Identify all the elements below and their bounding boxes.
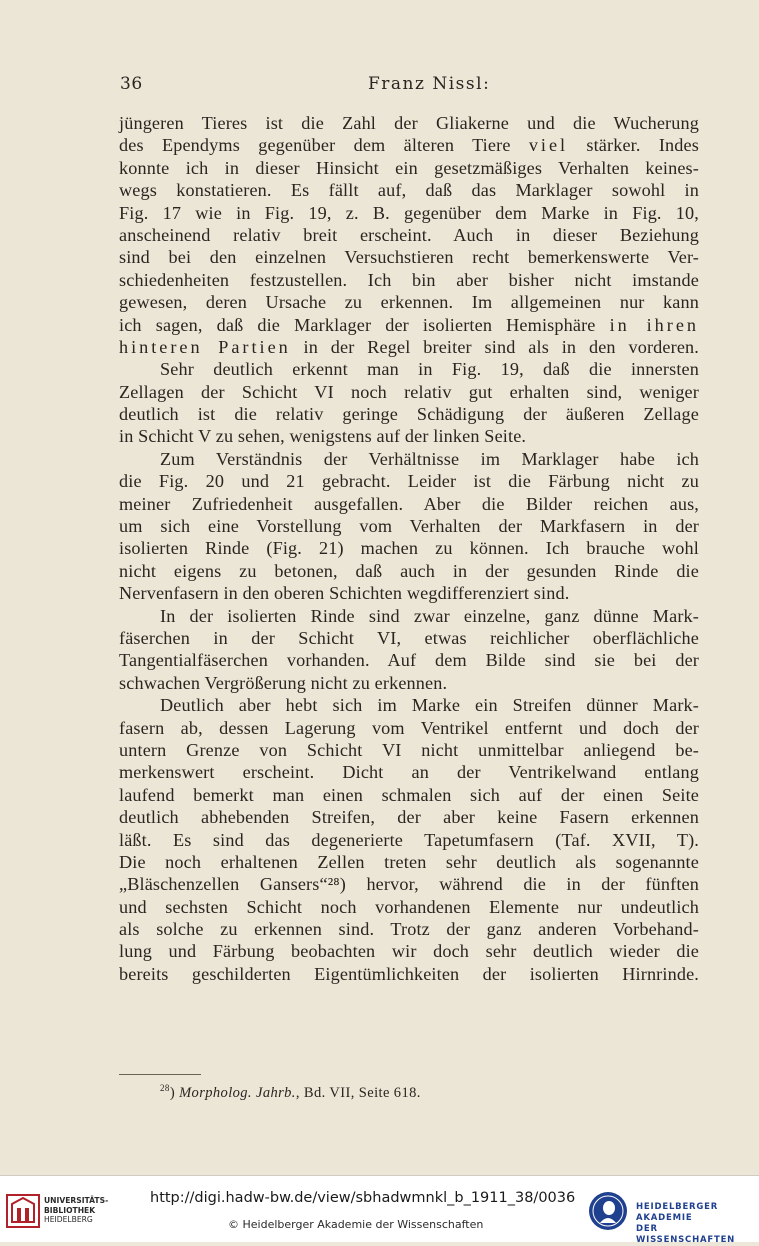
footnote-detail: , Bd. VII, Seite 618.: [295, 1084, 421, 1101]
text-line: schiedenheiten festzustellen. Ich bin aber bisher nicht imstande: [119, 269, 699, 290]
text-line: deutlich ist die relativ geringe Schädigung der äußeren Zellage: [119, 404, 699, 425]
text-line: isolierten Rinde (Fig. 21) machen zu können. Ich brauche wohl: [119, 538, 699, 559]
text-line: als solche zu erkennen sind. Trotz der ganz anderen Vorbehand-: [119, 919, 699, 940]
copyright-notice: © Heidelberger Akademie der Wissenschaften: [228, 1218, 484, 1231]
text-line: Fig. 17 wie in Fig. 19, z. B. gegenüber dem Marke in Fig. 10,: [119, 202, 699, 223]
text-line: In der isolierten Rinde sind zwar einzelne, ganz dünne Mark-: [160, 605, 699, 626]
text-line: gewesen, deren Ursache zu erkennen. Im allgemeinen nur kann: [119, 292, 699, 313]
text-line: fäserchen in der Schicht VI, etwas reichlicher oberflächliche: [119, 627, 699, 648]
text-line: nicht eigens zu betonen, daß auch in der gesunden Rinde die: [119, 560, 699, 581]
university-library-logo-icon: [6, 1194, 40, 1228]
academy-seal-icon: [588, 1191, 628, 1231]
text-line: Zellagen der Schicht VI noch relativ gut erhalten sind, weniger: [119, 381, 699, 402]
text-line: in Schicht V zu sehen, wenigstens auf der linken Seite.: [119, 426, 527, 447]
text-line: um sich eine Vorstellung vom Verhalten der Markfasern in der: [119, 516, 699, 537]
text-line: Sehr deutlich erkennt man in Fig. 19, daß die innersten: [160, 359, 699, 380]
text-line: die Fig. 20 und 21 gebracht. Leider ist die Färbung nicht zu: [119, 471, 699, 492]
text-line: „Bläschenzellen Gansers“²⁸) hervor, während die in der fünften: [119, 874, 699, 895]
text-line: und sechsten Schicht noch vorhandenen Elemente nur undeutlich: [119, 896, 699, 917]
text-line: merkenswert erscheint. Dicht an der Ventrikelwand entlang: [119, 762, 699, 783]
page-number: 36: [120, 74, 143, 94]
university-library-name: UNIVERSITÄTS- BIBLIOTHEK HEIDELBERG: [44, 1196, 109, 1225]
text-line: ich sagen, daß die Marklager der isolierten Hemisphäre in ihren: [119, 314, 699, 335]
text-line: wegs konstatieren. Es fällt auf, daß das Marklager sowohl in: [119, 180, 699, 201]
running-header: [120, 74, 700, 102]
text-line: Die noch erhaltenen Zellen treten sehr deutlich als sogenannte: [119, 851, 699, 872]
text-line: Deutlich aber hebt sich im Marke ein Streifen dünner Mark-: [160, 695, 699, 716]
academy-name: HEIDELBERGER AKADEMIE DER WISSENSCHAFTEN: [636, 1202, 736, 1245]
text-line: hinteren Partien in der Regel breiter sind als in den vorderen.: [119, 336, 699, 357]
text-line: fasern ab, dessen Lagerung vom Ventrikel entfernt und doch der: [119, 717, 699, 738]
body-text: [119, 112, 699, 985]
permalink-url[interactable]: http://digi.hadw-bw.de/view/sbhadwmnkl_b_1911_38/0036: [150, 1190, 576, 1206]
viewer-footer: [0, 1175, 759, 1245]
text-line: läßt. Es sind das degenerierte Tapetumfasern (Taf. XVII, T).: [119, 829, 699, 850]
text-line: laufend bemerkt man einen schmalen sich auf der einen Seite: [119, 784, 699, 805]
text-line: jüngeren Tieres ist die Zahl der Gliakerne und die Wucherung: [119, 113, 699, 133]
text-line: bereits geschilderten Eigentümlichkeiten der isolierten Hirnrinde.: [119, 963, 699, 984]
text-line: konnte ich in dieser Hinsicht ein gesetzmäßiges Verhalten keines-: [119, 157, 699, 178]
running-title: Franz Nissl:: [368, 74, 491, 94]
text-line: sind bei den einzelnen Versuchstieren recht bemerkenswerte Ver-: [119, 247, 699, 268]
text-line: meiner Zufriedenheit ausgefallen. Aber die Bilder reichen aus,: [119, 493, 699, 514]
text-line: lung und Färbung beobachten wir doch sehr deutlich wieder die: [119, 941, 699, 962]
footnote-mark: 28: [160, 1083, 170, 1093]
footnote-divider: [119, 1074, 201, 1075]
text-line: schwachen Vergrößerung nicht zu erkennen.: [119, 672, 448, 693]
emphasis: viel: [528, 135, 569, 156]
text-line: des Ependyms gegenüber dem älteren Tiere viel stärker. Indes: [119, 135, 699, 156]
footnote-source: Morpholog. Jahrb.: [179, 1084, 296, 1101]
text-line: Nervenfasern in den oberen Schichten wegdifferenziert sind.: [119, 583, 570, 604]
emphasis: hinteren Partien: [119, 336, 291, 357]
text-line: Tangentialfäserchen vorhanden. Auf dem Bilde sind sie bei der: [119, 650, 699, 671]
emphasis: in ihren: [609, 314, 699, 335]
text-line: anscheinend relativ breit erscheint. Auch in dieser Beziehung: [119, 224, 699, 245]
text-line: Zum Verständnis der Verhältnisse im Marklager habe ich: [160, 448, 699, 469]
text-line: untern Grenze von Schicht VI nicht unmittelbar anliegend be-: [119, 739, 699, 760]
text-line: deutlich abhebenden Streifen, der aber keine Fasern erkennen: [119, 807, 699, 828]
footnote: $^{28}$) Morpholog. Jahrb., Bd. VII, Seite 618.: [160, 1083, 421, 1101]
